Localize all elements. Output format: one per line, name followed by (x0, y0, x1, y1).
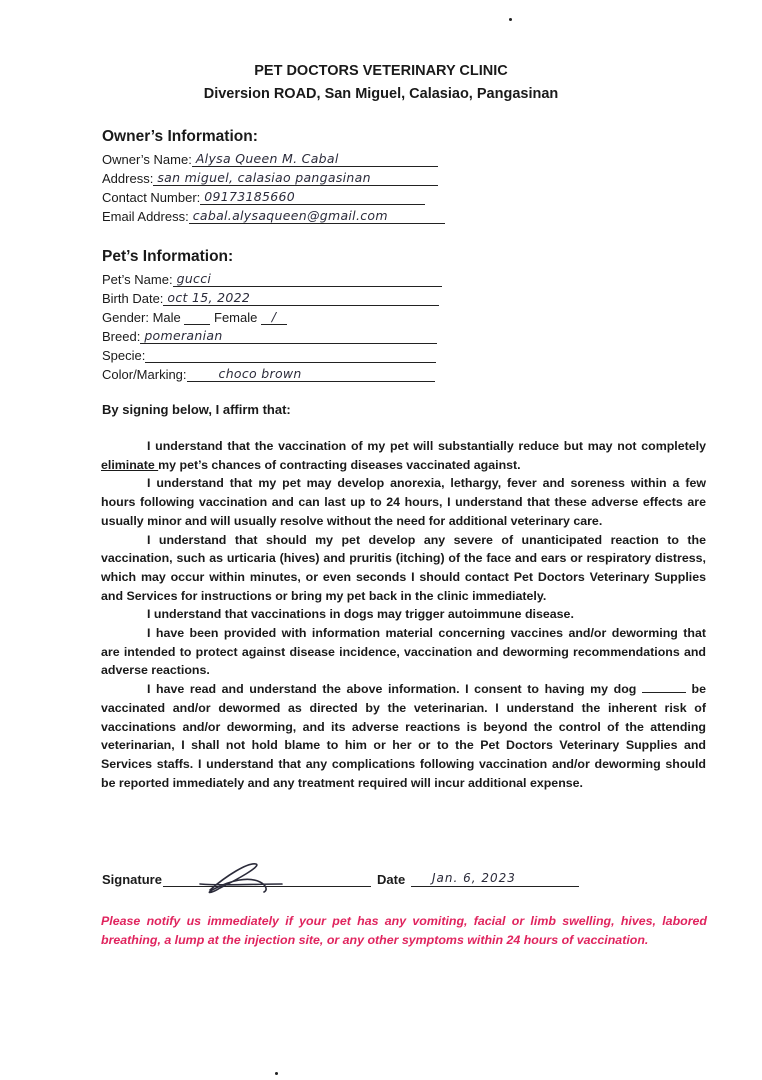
gender-male-label: Gender: Male (102, 310, 181, 325)
handwritten-signature (196, 854, 286, 898)
consent-p6-text-a: I have read and understand the above information. I consent to having my dog (147, 682, 642, 697)
scan-speck (509, 18, 512, 21)
pet-specie-row (102, 347, 436, 365)
consent-p1-text-b: my pet’s chances of contracting diseases vaccinated against. (158, 457, 521, 472)
consent-paragraph-3: I understand that should my pet develop any severe of unanticipated reaction to the vaccination, such as urticaria (hives) and pruritis (itching) of the face and ears or respiratory distress, which may occur within minutes, or even seconds I should contact Pet Doctors Veterinary Supplies and Services for instructions or bring my pet back in the clinic immediately. (101, 532, 706, 603)
gender-male-field[interactable] (184, 309, 210, 325)
owner-contact-field[interactable]: 09173185660 (200, 189, 425, 205)
pet-breed-label: Breed: (102, 329, 141, 344)
owner-name-row (102, 151, 438, 169)
consent-p1-underlined: eliminate (101, 457, 159, 472)
owner-name-field[interactable]: Alysa Queen M. Cabal (192, 151, 438, 167)
gender-female-label: Female (214, 310, 258, 325)
clinic-address: Diversion ROAD, San Miguel, Calasiao, Pangasinan (203, 86, 559, 102)
pet-breed-field[interactable]: pomeranian (140, 328, 437, 344)
consent-paragraph-4: I understand that vaccinations in dogs may trigger autoimmune disease. (147, 607, 574, 622)
pet-specie-field[interactable] (145, 347, 436, 363)
signature-label: Signature (102, 872, 162, 887)
pet-section-title: Pet’s Information: (102, 248, 234, 265)
consent-p1-text-a: I understand that the vaccination of my pet will substantially reduce but may not completely (147, 439, 706, 453)
date-line[interactable] (411, 886, 579, 887)
pet-color-row (102, 366, 435, 384)
owner-address-field[interactable]: san miguel, calasiao pangasinan (153, 170, 438, 186)
consent-paragraph-5: I have been provided with information material concerning vaccines and/or deworming that are intended to protect against disease incidence, vaccination and deworming recommendations and adverse reactions. (101, 626, 706, 678)
consent-paragraph-6 (101, 680, 706, 792)
consent-paragraph-2: I understand that my pet may develop anorexia, lethargy, fever and soreness within a few hours following vaccination and can last up to 24 hours, I understand that these adverse effects are usually minor and will usually resolve without the need for additional veterinary care. (101, 476, 706, 528)
gender-female-field[interactable]: / (261, 309, 287, 325)
owner-contact-row (102, 189, 425, 207)
owner-contact-label: Contact Number: (102, 190, 201, 205)
pet-name-field[interactable]: gucci (173, 271, 442, 287)
owner-address-label: Address: (102, 171, 154, 186)
pet-name-label: Pet’s Name: (102, 272, 173, 287)
owner-email-label: Email Address: (102, 209, 189, 224)
pet-color-label: Color/Marking: (102, 367, 187, 382)
pet-color-field[interactable]: choco brown (187, 366, 435, 382)
vaccination-notice: Please notify us immediately if your pet has any vomiting, facial or limb swelling, hives, labored breathing, a lump at the injection site, or any other symptoms within 24 hours of vaccination. (101, 914, 707, 947)
owner-section-title: Owner’s Information: (102, 128, 258, 145)
owner-email-field[interactable]: cabal.alysaqueen@gmail.com (189, 208, 445, 224)
owner-address-row (102, 170, 438, 188)
consent-p6-text-b: be vaccinated and/or dewormed as directed by the veterinarian. I understand the inherent risk of vaccinations and/or deworming, and its adverse reactions is beyond the control of the attending veterinarian, I shall not hold blame to him or her or to the Pet Doctors Veterinary Supplies and Services staffs. I understand that any complications following vaccination and/or deworming should be reported immediately and any treatment required will incur additional expense. (101, 682, 706, 790)
pet-gender-row (102, 309, 287, 327)
date-value: Jan. 6, 2023 (432, 871, 516, 885)
consent-paragraph-1 (101, 437, 706, 474)
pet-specie-label: Specie: (102, 348, 146, 363)
affirm-intro: By signing below, I affirm that: (102, 402, 291, 417)
pet-birth-field[interactable]: oct 15, 2022 (163, 290, 439, 306)
owner-email-row (102, 208, 445, 226)
pet-name-row (102, 271, 442, 289)
consent-body (101, 437, 706, 792)
pet-birth-row (102, 290, 439, 308)
pet-breed-row (102, 328, 437, 346)
dog-name-blank[interactable] (642, 680, 686, 693)
owner-name-label: Owner’s Name: (102, 152, 192, 167)
scan-speck (275, 1072, 278, 1075)
date-label: Date (377, 872, 406, 887)
pet-birth-label: Birth Date: (102, 291, 164, 306)
clinic-name: PET DOCTORS VETERINARY CLINIC (254, 63, 508, 79)
